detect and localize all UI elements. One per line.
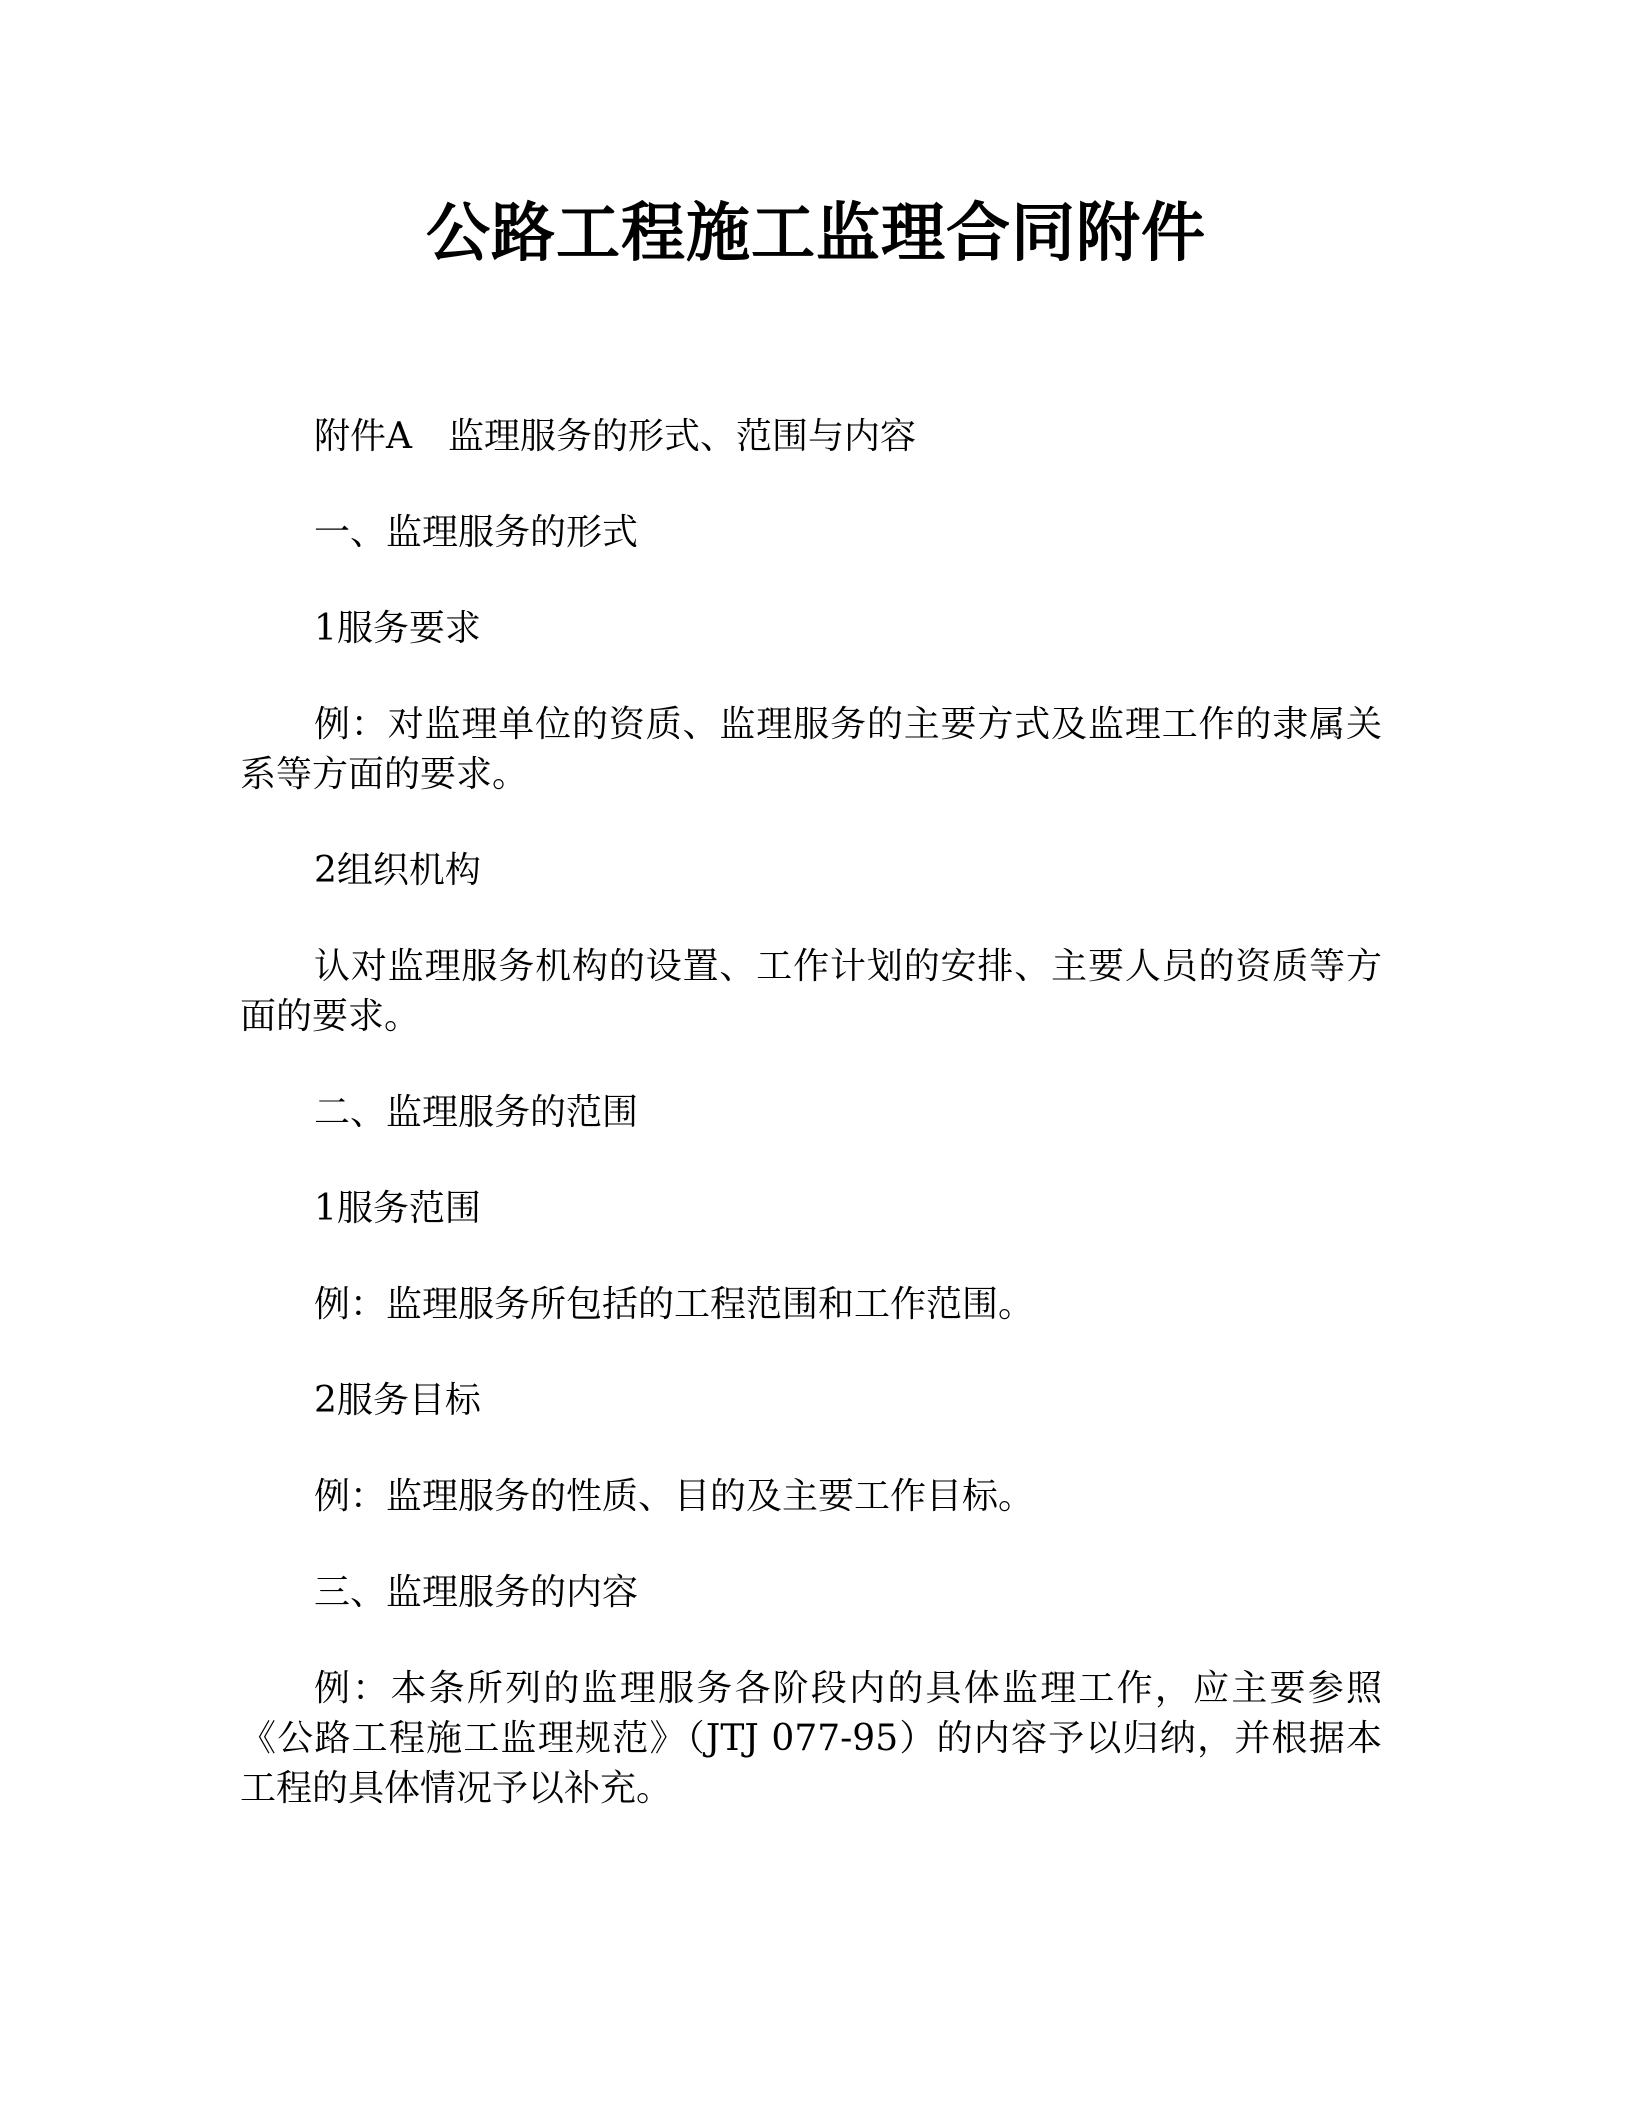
- subheading-service-scope: 1服务范围: [314, 1188, 481, 1229]
- document-body: [240, 412, 1382, 1860]
- section-heading-scope: 二、监理服务的范围: [314, 1092, 639, 1133]
- subheading-organization: 2组织机构: [314, 850, 481, 891]
- paragraph-service-content: 例：本条所列的监理服务各阶段内的具体监理工作，应主要参照《公路工程施工监理规范》（JTJ 077-95）的内容予以归纳，并根据本工程的具体情况予以补充。: [240, 1668, 1382, 1809]
- subheading-service-goals: 2服务目标: [314, 1380, 481, 1421]
- section-heading-content: 三、监理服务的内容: [314, 1572, 639, 1613]
- section-heading-form: 一、监理服务的形式: [314, 512, 639, 553]
- document-title: 公路工程施工监理合同附件: [426, 197, 1206, 271]
- paragraph-service-requirements: 例：对监理单位的资质、监理服务的主要方式及监理工作的隶属关系等方面的要求。: [240, 704, 1382, 795]
- paragraph-service-goals: 例：监理服务的性质、目的及主要工作目标。: [314, 1476, 1035, 1517]
- paragraph-service-scope: 例：监理服务所包括的工程范围和工作范围。: [314, 1284, 1035, 1325]
- paragraph-organization: 认对监理服务机构的设置、工作计划的安排、主要人员的资质等方面的要求。: [240, 946, 1382, 1037]
- attachment-heading: 附件A 监理服务的形式、范围与内容: [314, 416, 916, 457]
- subheading-service-requirements: 1服务要求: [314, 608, 481, 649]
